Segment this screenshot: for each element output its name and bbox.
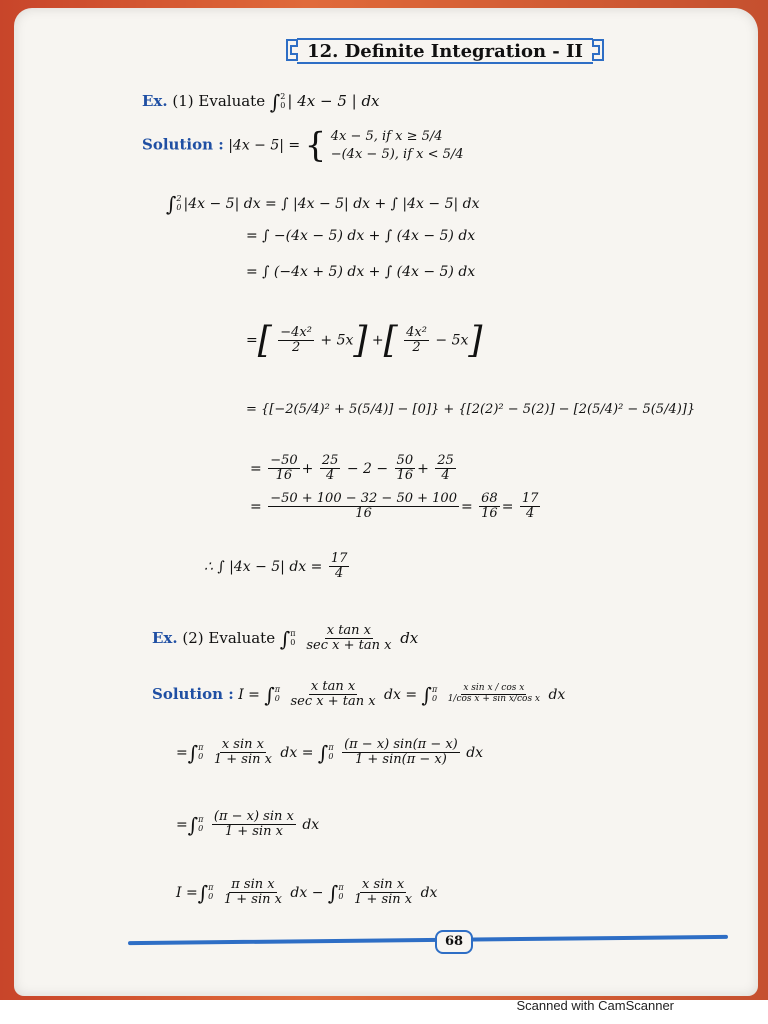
chapter-header (285, 34, 605, 68)
ex1-step-1: ∫ 2 0 |4x − 5| dx = ∫ |4x − 5| dx + ∫ |4x − 5| dx (166, 192, 480, 216)
ex1-case-2: −(4x − 5), if x < 5/4 (330, 146, 464, 162)
ex1-step-4: =[ $\frac{\text{−4x²}}{2}$ + 5x] +[ $\frac{\text{4x²}}{2}$ − 5x] (246, 320, 483, 361)
ex1-step-2: = ∫ −(4x − 5) dx + ∫ (4x − 5) dx (246, 228, 476, 244)
ex1-case-1: 4x − 5, if x ≥ 5/4 (330, 129, 443, 144)
ex1-integrand: | 4x − 5 | dx (287, 92, 380, 110)
ornament-left-icon (285, 36, 301, 64)
ex1-solution-def: Solution : |4x − 5| = { 4x − 5, if x ≥ 5/4 −(4x − 5), if x < 5/4 (142, 125, 464, 166)
ex1-step-7: = $\frac{-50 + 100 - 32 - 50 + 100}{16}$ = $\frac{68}{16}$ = $\frac{17}{4}$ (250, 491, 539, 522)
ex1-solution-label: Solution : (142, 135, 224, 154)
ex2-prompt: (2) Evaluate (182, 628, 276, 647)
scanner-watermark: Scanned with CamScanner (516, 998, 674, 1013)
page-title: 12. Definite Integration - II (307, 40, 583, 62)
ex2-solution: Solution : I = ∫ π 0 $\frac{\text{x tan x}}{\text{sec x + tan x}}$ dx = ∫ π 0 $\frac{\text{x sin x / cos x}}{\text{1/cos x + sin x/cos x}}$ dx (152, 679, 566, 710)
ex1-step-3: = ∫ (−4x + 5) dx + ∫ (4x − 5) dx (246, 264, 476, 280)
ex1-result: ∴ ∫ |4x − 5| dx = $\frac{17}{4}$ (204, 551, 348, 582)
ex1-label: Ex. (142, 92, 168, 110)
ex1-prompt: (1) Evaluate (172, 92, 266, 110)
ex2-step-2: =∫ π 0 $\frac{\text{x sin x}}{\text{1 + sin x}}$ dx = ∫ π 0 $\frac{(\pi - x) \sin(\pi - x)}{1 + \sin(\pi - x)}$ dx (176, 737, 484, 768)
ex1-heading: Ex. (1) Evaluate ∫ 2 0 | 4x − 5 | dx (142, 90, 380, 114)
ex1-abs-def: |4x − 5| = (228, 137, 301, 154)
ex1-step-6: = $\frac{-50}{16}$ + $\frac{25}{4}$ − 2 − $\frac{50}{16}$ + $\frac{25}{4}$ (250, 453, 454, 484)
ex2-solution-label: Solution : (152, 684, 234, 703)
ex2-label: Ex. (152, 628, 178, 647)
ex1-step-5: = {[−2(5/4)² + 5(5/4)] − [0]} + {[2(2)² − 5(2)] − [2(5/4)² − 5(5/4)]} (246, 402, 696, 417)
ex2-step-4: I =∫ π 0 $\frac{\text{π sin x}}{\text{1 + sin x}}$ dx − ∫ π 0 $\frac{\text{x sin x}}{\text{1 + sin x}}$ dx (176, 877, 438, 908)
ornament-right-icon (589, 36, 605, 64)
ex2-step-3: =∫ π 0 $\frac{\text{(π − x) sin x}}{\text{1 + sin x}}$ dx (176, 809, 320, 840)
ex2-heading: Ex. (2) Evaluate ∫ π 0 $\frac{\text{x tan x}}{\text{sec x + tan x}}$ dx (152, 623, 419, 654)
page-number: 68 (435, 930, 473, 954)
